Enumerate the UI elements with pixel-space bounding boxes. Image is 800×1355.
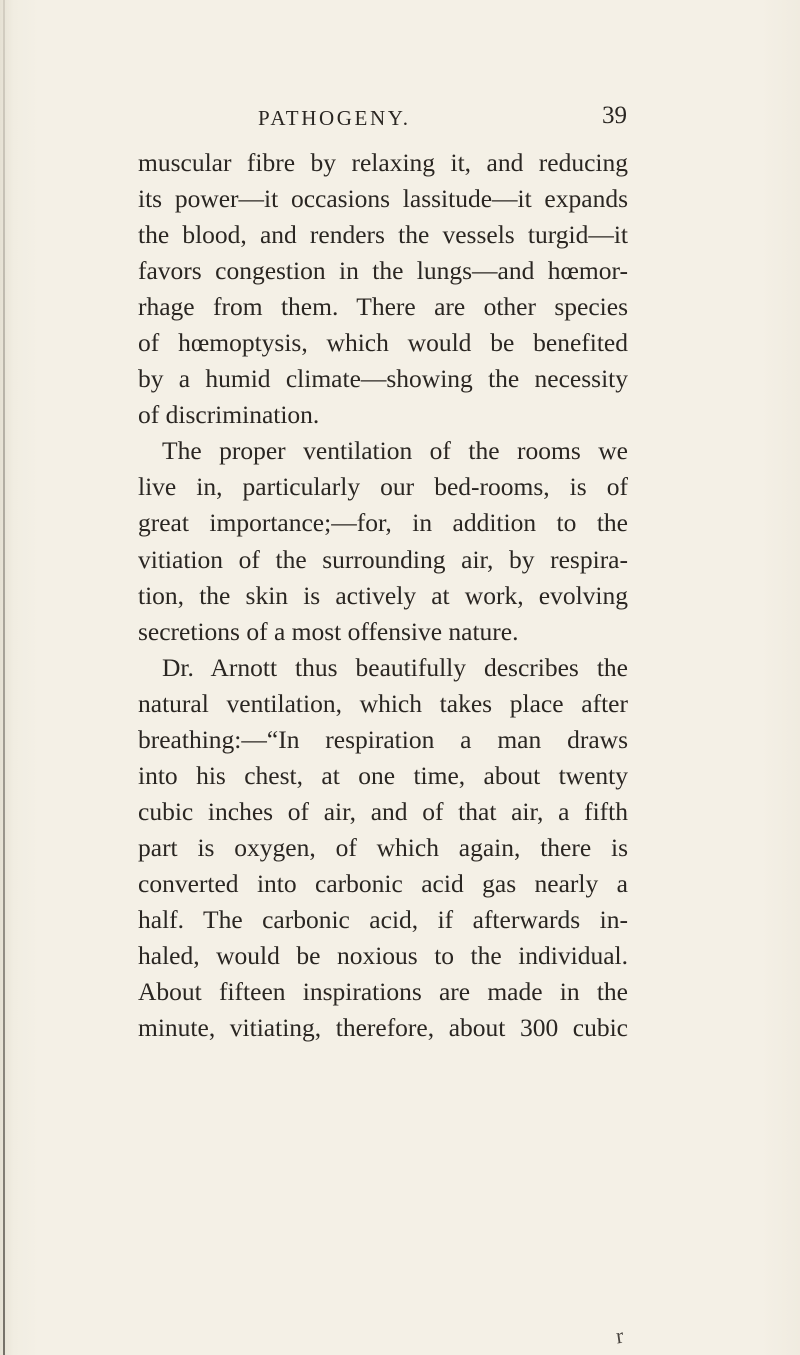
running-head [0,103,800,133]
text-line: breathing:—“In respiration a man draws [138,724,628,754]
page-edge-shadow [3,0,5,1355]
text-line: minute, vitiating, therefore, about 300 cubic [138,1013,628,1043]
text-line: of discrimination. [138,400,320,430]
text-line: vitiation of the surrounding air, by respira- [138,544,628,574]
text-line: live in, particularly our bed-rooms, is of [138,472,628,502]
text-line: converted into carbonic acid gas nearly a [138,868,628,898]
text-line: favors congestion in the lungs—and hœmor- [138,256,628,286]
text-line: tion, the skin is actively at work, evolving [138,580,628,610]
text-line: its power—it occasions lassitude—it expands [138,184,628,214]
text-line: the blood, and renders the vessels turgid—it [138,220,628,250]
text-line: muscular fibre by relaxing it, and reducing [138,148,628,177]
text-line: Dr. Arnott thus beautifully describes the [162,652,628,682]
text-line: half. The carbonic acid, if afterwards in- [138,904,628,934]
text-line: cubic inches of air, and of that air, a fifth [138,796,628,826]
text-line: About fifteen inspirations are made in the [138,977,628,1007]
text-line: secretions of a most offensive nature. [138,616,519,646]
text-line: into his chest, at one time, about twenty [138,760,628,790]
text-line: part is oxygen, of which again, there is [138,832,628,862]
text-line: haled, would be noxious to the individual. [138,941,628,971]
printer-mark: r [614,1322,625,1349]
text-line: great importance;—for, in addition to the [138,508,628,538]
text-line: of hœmoptysis, which would be benefited [138,328,628,358]
text-line: rhage from them. There are other species [138,292,628,322]
text-line: The proper ventilation of the rooms we [162,436,628,466]
text-line: natural ventilation, which takes place after [138,688,628,718]
text-line: by a humid climate—showing the necessity [138,364,628,394]
running-title: PATHOGENY. [258,106,411,130]
body-text [138,145,628,1046]
page-number: 39 [602,102,627,129]
